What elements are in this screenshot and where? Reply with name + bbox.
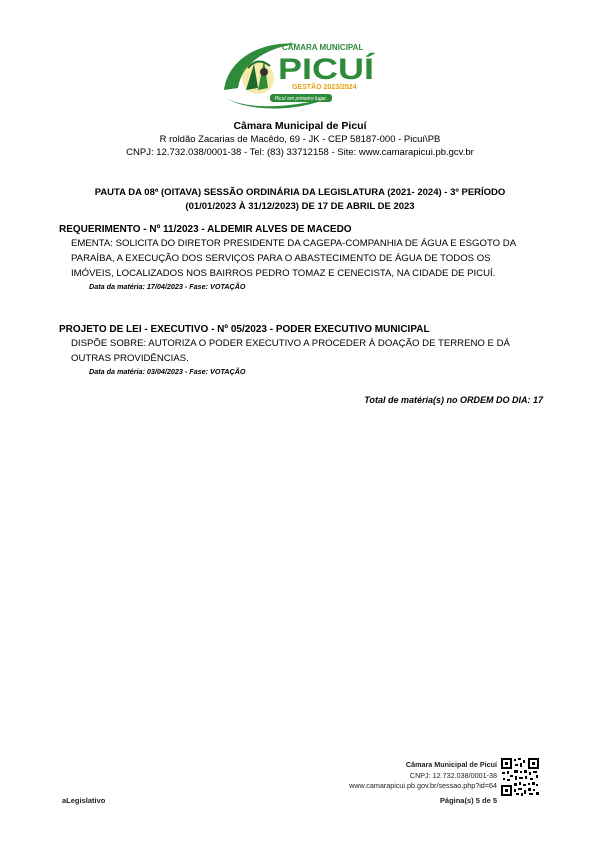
page-number: Página(s) 5 de 5 xyxy=(439,796,497,805)
logo-brand: PICUÍ xyxy=(278,53,359,86)
pauta-line-1: PAUTA DA 08ª (OITAVA) SESSÃO ORDINÁRIA DA LEGISLATURA (2021- 2024) - 3º PERÍODO xyxy=(94,187,506,198)
agenda-item-body: DISPÕE SOBRE: AUTORIZA O PODER EXECUTIVO A PROCEDER À DOAÇÃO DE TERRENO E DÁ OUTRAS PROVIDÊNCIAS. xyxy=(71,338,510,364)
camara-logo xyxy=(218,38,383,112)
org-address: R roldão Zacarias de Macêdo, 69 - JK - CEP 58187-000 - Picuí\PB xyxy=(159,134,441,145)
org-contact: CNPJ: 12.732.038/0001-38 - Tel: (83) 33712158 - Site: www.camarapicui.pb.gcv.br xyxy=(126,147,474,158)
footer-system-name: aLegislativo xyxy=(62,796,106,805)
agenda-item-meta: Data da matéria: 17/04/2023 - Fase: VOTAÇÃO xyxy=(89,282,246,291)
logo-slogan: Picuí em primeiro lugar. xyxy=(274,96,328,102)
agenda-item xyxy=(59,323,529,377)
logo-top-text: CÂMARA MUNICIPAL xyxy=(282,43,364,52)
org-name: Câmara Municipal de Picuí xyxy=(233,120,367,132)
qr-code-icon[interactable] xyxy=(500,757,540,797)
agenda-item-title: PROJETO DE LEI - EXECUTIVO - Nº 05/2023 - PODER EXECUTIVO MUNICIPAL xyxy=(59,324,430,335)
agenda-item xyxy=(59,223,529,292)
total-materias: Total de matéria(s) no ORDEM DO DIA: 17 xyxy=(364,395,543,405)
logo-gestao: GESTÃO 2023/2024 xyxy=(292,84,357,91)
agenda-item-meta: Data da matéria: 03/04/2023 - Fase: VOTAÇÃO xyxy=(89,367,246,376)
footer-org-name: Câmara Municipal de Picuí xyxy=(405,760,497,769)
pauta-title xyxy=(40,186,560,214)
footer-org xyxy=(349,760,497,792)
pauta-line-2: (01/01/2023 À 31/12/2023) DE 17 DE ABRIL DE 2023 xyxy=(185,201,415,212)
document-header xyxy=(0,119,600,159)
agenda-item-body: EMENTA: SOLICITA DO DIRETOR PRESIDENTE DA CAGEPA-COMPANHIA DE ÁGUA E ESGOTO DA PARAÍBA, A EXECUÇÃO DOS SERVIÇOS PARA O ABASTECIMENTO DE ÁGUA DE TODOS OS IMÓVEIS, LOCALIZADOS NOS BAIRROS PEDRO TOMAZ E CENECISTA, NA CIDADE DE PICUÍ. xyxy=(71,238,516,279)
agenda-item-title: REQUERIMENTO - Nº 11/2023 - ALDEMIR ALVES DE MACEDO xyxy=(59,224,352,235)
footer-url[interactable]: www.camarapicui.pb.gov.br/sessao.php?id=64 xyxy=(349,781,497,790)
footer-cnpj: CNPJ: 12.732.038/0001-38 xyxy=(409,770,497,780)
